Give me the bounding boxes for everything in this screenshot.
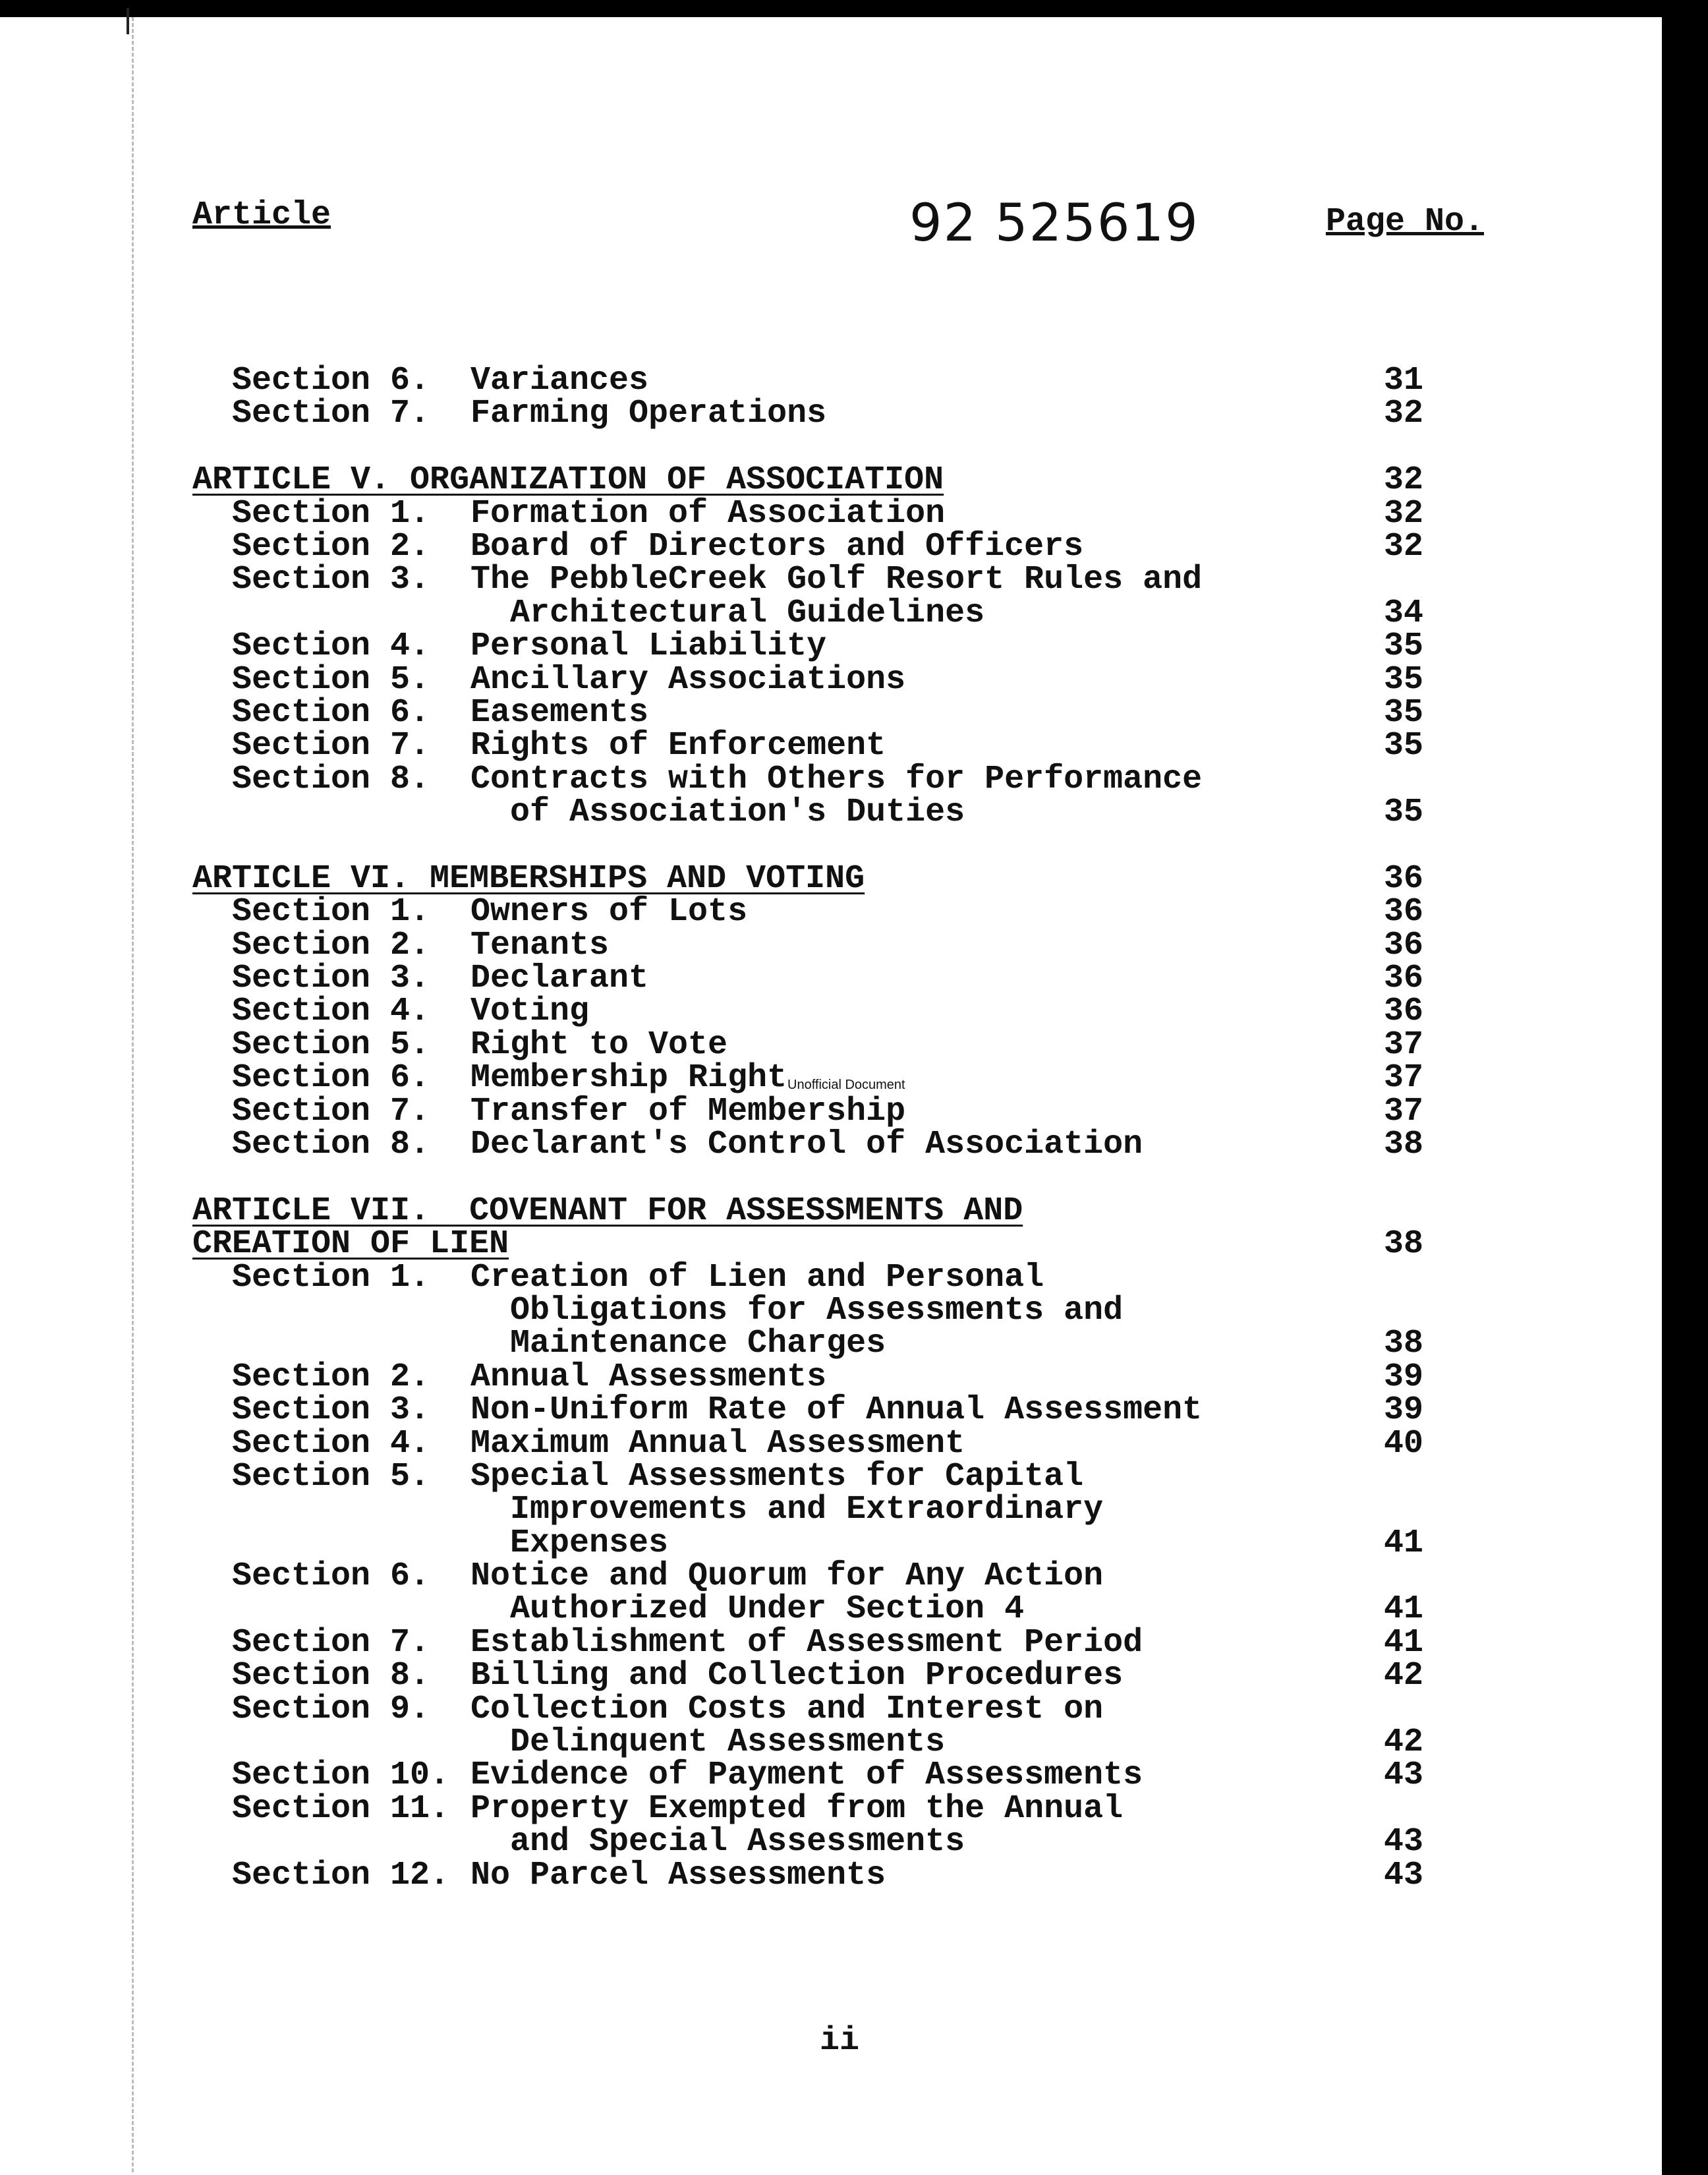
header-article-label: Article xyxy=(192,196,331,234)
section-title: Annual Assessments xyxy=(470,1358,827,1396)
unofficial-document-stamp: Unofficial Document xyxy=(787,1078,905,1092)
page-ref: 36 xyxy=(1384,893,1424,931)
toc-section-row xyxy=(0,1491,1708,1529)
toc-section-row xyxy=(0,1557,1708,1596)
section-title: Property Exempted from the Annual xyxy=(470,1789,1124,1828)
toc-section-row xyxy=(0,527,1708,566)
section-label: Section 7. xyxy=(232,1092,430,1130)
section-title: Farming Operations xyxy=(470,395,827,433)
section-title: Rights of Enforcement xyxy=(470,727,886,765)
section-title: Declarant xyxy=(470,960,649,998)
page-ref: 35 xyxy=(1384,693,1424,732)
section-label: Section 3. xyxy=(232,1391,430,1430)
section-label: Section 6. xyxy=(232,362,430,399)
toc-section-row xyxy=(0,494,1708,533)
page-ref: 35 xyxy=(1384,794,1424,832)
toc-article-row xyxy=(0,859,1708,898)
toc-section-row xyxy=(0,1125,1708,1163)
section-title-continuation: Obligations for Assessments and xyxy=(510,1291,1124,1329)
section-label: Section 6. xyxy=(232,1557,430,1596)
section-title-continuation: Improvements and Extraordinary xyxy=(510,1491,1104,1529)
toc-section-row xyxy=(0,1092,1708,1130)
section-title: Collection Costs and Interest on xyxy=(470,1690,1104,1728)
section-title: Personal Liability xyxy=(470,627,827,666)
page-ref: 36 xyxy=(1384,926,1424,964)
article-title: ARTICLE VII. COVENANT FOR ASSESSMENTS AND xyxy=(192,1192,1023,1230)
page-ref: 41 xyxy=(1384,1590,1424,1629)
toc-section-row xyxy=(0,693,1708,732)
page-ref: 43 xyxy=(1384,1856,1424,1894)
section-label: Section 5. xyxy=(232,660,430,699)
toc-section-row xyxy=(0,627,1708,666)
toc-section-row xyxy=(0,660,1708,699)
toc-section-row xyxy=(0,1856,1708,1894)
section-label: Section 2. xyxy=(232,527,430,566)
toc-section-row xyxy=(0,1590,1708,1629)
page-ref: 36 xyxy=(1384,859,1424,898)
page-ref: 34 xyxy=(1384,594,1424,632)
toc-section-row xyxy=(0,594,1708,632)
section-title: Tenants xyxy=(470,926,610,964)
page-ref: 38 xyxy=(1384,1125,1424,1163)
toc-article-row xyxy=(0,461,1708,500)
toc-section-row xyxy=(0,1291,1708,1329)
section-title: Membership Right xyxy=(470,1059,787,1097)
toc-article-row xyxy=(0,1225,1708,1263)
section-label: Section 8. xyxy=(232,1657,430,1695)
section-title: Variances xyxy=(470,362,649,399)
page-ref: 32 xyxy=(1384,395,1424,433)
section-label: Section 4. xyxy=(232,627,430,666)
section-title: Creation of Lien and Personal xyxy=(470,1258,1044,1296)
page-ref: 35 xyxy=(1384,627,1424,666)
toc-section-row xyxy=(0,561,1708,599)
page-ref: 39 xyxy=(1384,1391,1424,1430)
section-title: Non-Uniform Rate of Annual Assessment xyxy=(470,1391,1203,1430)
toc-section-row xyxy=(0,1424,1708,1463)
toc-section-row xyxy=(0,364,1708,397)
section-title: No Parcel Assessments xyxy=(470,1856,886,1894)
toc-section-row xyxy=(0,1524,1708,1562)
page-ref: 31 xyxy=(1384,362,1424,399)
toc-section-row xyxy=(0,960,1708,998)
section-title: Voting xyxy=(470,993,590,1031)
section-label: Section 1. xyxy=(232,1258,430,1296)
section-title: Evidence of Payment of Assessments xyxy=(470,1756,1143,1795)
toc-section-row xyxy=(0,893,1708,931)
toc-section-row xyxy=(0,1325,1708,1363)
toc-section-row xyxy=(0,1457,1708,1495)
toc-section-row xyxy=(0,1823,1708,1861)
page-ref: 32 xyxy=(1384,461,1424,500)
section-title: Billing and Collection Procedures xyxy=(470,1657,1124,1695)
section-title: Owners of Lots xyxy=(470,893,748,931)
toc-gap xyxy=(0,431,1708,464)
section-title: Formation of Association xyxy=(470,494,946,533)
section-label: Section 1. xyxy=(232,494,430,533)
section-title: The PebbleCreek Golf Resort Rules and xyxy=(470,561,1203,599)
section-title-continuation: Maintenance Charges xyxy=(510,1325,886,1363)
section-label: Section 5. xyxy=(232,1026,430,1064)
toc-section-row xyxy=(0,926,1708,964)
section-label: Section 8. xyxy=(232,760,430,798)
section-label: Section 4. xyxy=(232,1424,430,1463)
section-label: Section 6. xyxy=(232,1059,430,1097)
section-label: Section 12. xyxy=(232,1856,450,1894)
section-title: Special Assessments for Capital xyxy=(470,1457,1084,1495)
section-title: Board of Directors and Officers xyxy=(470,527,1084,566)
page-ref: 32 xyxy=(1384,494,1424,533)
section-label: Section 11. xyxy=(232,1789,450,1828)
toc-gap xyxy=(0,1161,1708,1194)
section-title: Contracts with Others for Performance xyxy=(470,760,1203,798)
page-ref: 43 xyxy=(1384,1756,1424,1795)
section-title: Ancillary Associations xyxy=(470,660,906,699)
toc-section-row xyxy=(0,727,1708,765)
toc-section-row xyxy=(0,794,1708,832)
section-label: Section 2. xyxy=(232,1358,430,1396)
page-ref: 35 xyxy=(1384,727,1424,765)
page-ref: 42 xyxy=(1384,1657,1424,1695)
page-ref: 37 xyxy=(1384,1092,1424,1130)
toc-section-row xyxy=(0,1258,1708,1296)
page-ref: 41 xyxy=(1384,1623,1424,1662)
toc-section-row xyxy=(0,1391,1708,1430)
toc-section-row xyxy=(0,1026,1708,1064)
section-title: Easements xyxy=(470,693,649,732)
toc-section-row xyxy=(0,993,1708,1031)
section-title-continuation: of Association's Duties xyxy=(510,794,965,832)
page-ref: 36 xyxy=(1384,960,1424,998)
toc-section-row xyxy=(0,760,1708,798)
section-title: Transfer of Membership xyxy=(470,1092,906,1130)
section-title: Maximum Annual Assessment xyxy=(470,1424,965,1463)
section-title-continuation: Authorized Under Section 4 xyxy=(510,1590,1025,1629)
toc-article-row xyxy=(0,1192,1708,1230)
page-ref: 42 xyxy=(1384,1724,1424,1762)
article-title: ARTICLE VI. MEMBERSHIPS AND VOTING xyxy=(192,859,865,898)
section-label: Section 10. xyxy=(232,1756,450,1795)
header-page-label: Page No. xyxy=(1326,203,1485,241)
section-label: Section 1. xyxy=(232,893,430,931)
page-ref: 36 xyxy=(1384,993,1424,1031)
section-label: Section 9. xyxy=(232,1690,430,1728)
toc-section-row xyxy=(0,1623,1708,1662)
section-label: Section 6. xyxy=(232,693,430,732)
section-title-continuation: Expenses xyxy=(510,1524,669,1562)
toc-section-row xyxy=(0,1657,1708,1695)
article-title: CREATION OF LIEN xyxy=(192,1225,509,1263)
toc-section-row xyxy=(0,1358,1708,1396)
page-ref: 38 xyxy=(1384,1325,1424,1363)
section-title: Notice and Quorum for Any Action xyxy=(470,1557,1104,1596)
page-ref: 39 xyxy=(1384,1358,1424,1396)
section-label: Section 5. xyxy=(232,1457,430,1495)
page-ref: 37 xyxy=(1384,1026,1424,1064)
section-label: Section 7. xyxy=(232,1623,430,1662)
document-number: 92 525619 xyxy=(909,194,1199,253)
section-label: Section 3. xyxy=(232,561,430,599)
section-title: Establishment of Assessment Period xyxy=(470,1623,1143,1662)
page-ref: 43 xyxy=(1384,1823,1424,1861)
section-title-continuation: Delinquent Assessments xyxy=(510,1724,946,1762)
section-label: Section 8. xyxy=(232,1125,430,1163)
table-of-contents xyxy=(0,364,1708,1892)
toc-section-row xyxy=(0,1690,1708,1728)
toc-section-row xyxy=(0,395,1708,433)
toc-section-row xyxy=(0,1756,1708,1795)
toc-section-row xyxy=(0,1724,1708,1762)
section-label: Section 7. xyxy=(232,727,430,765)
page-number: ii xyxy=(820,2022,860,2060)
section-label: Section 4. xyxy=(232,993,430,1031)
toc-section-row xyxy=(0,1789,1708,1828)
page-ref: 38 xyxy=(1384,1225,1424,1263)
page-ref: 40 xyxy=(1384,1424,1424,1463)
section-label: Section 2. xyxy=(232,926,430,964)
toc-gap xyxy=(0,829,1708,862)
page-ref: 41 xyxy=(1384,1524,1424,1562)
section-label: Section 3. xyxy=(232,960,430,998)
section-label: Section 7. xyxy=(232,395,430,433)
article-title: ARTICLE V. ORGANIZATION OF ASSOCIATION xyxy=(192,461,944,500)
page-ref: 35 xyxy=(1384,660,1424,699)
page-ref: 37 xyxy=(1384,1059,1424,1097)
page-ref: 32 xyxy=(1384,527,1424,566)
section-title: Right to Vote xyxy=(470,1026,728,1064)
section-title-continuation: Architectural Guidelines xyxy=(510,594,985,632)
section-title-continuation: and Special Assessments xyxy=(510,1823,965,1861)
section-title: Declarant's Control of Association xyxy=(470,1125,1143,1163)
